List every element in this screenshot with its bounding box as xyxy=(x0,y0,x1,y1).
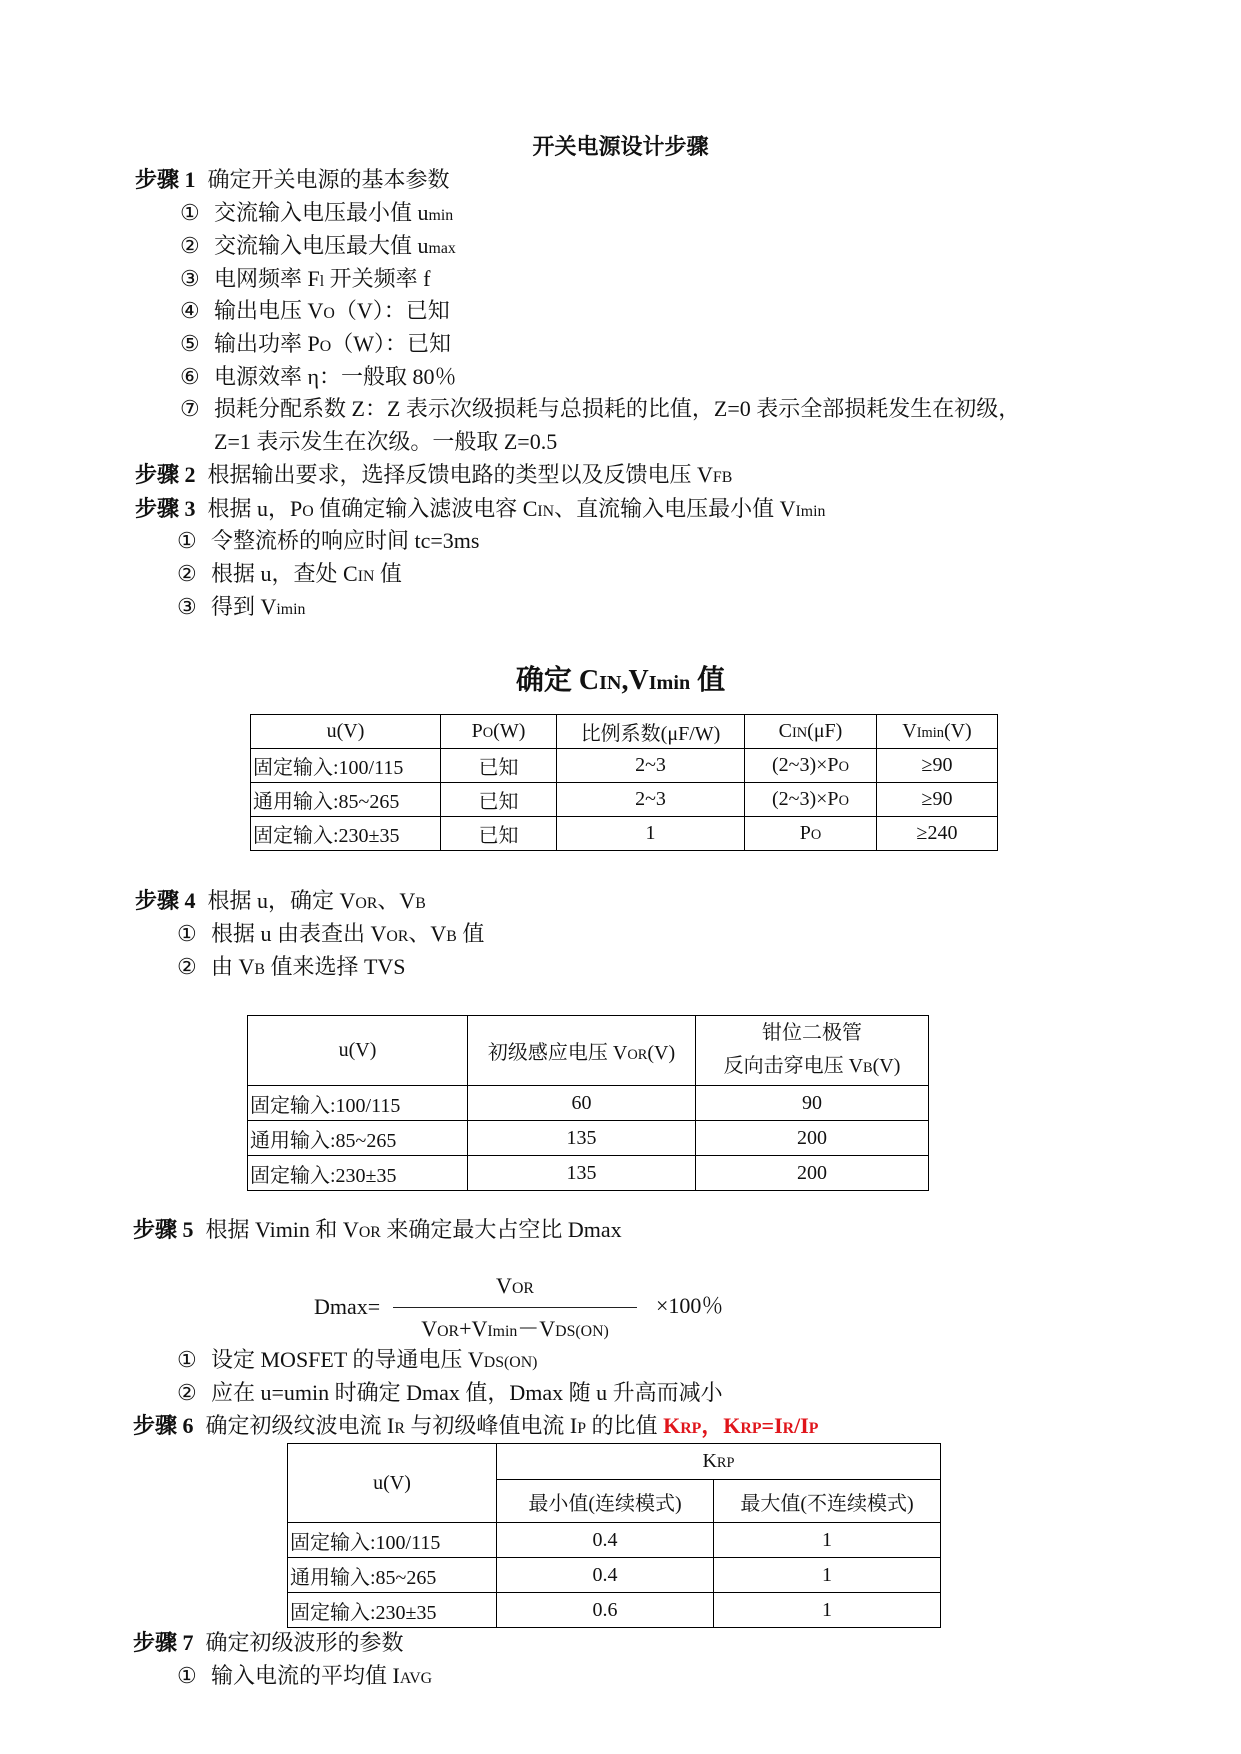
text-segment: 通用输入:85~265 xyxy=(250,1129,397,1152)
table-row xyxy=(251,817,998,851)
item-text xyxy=(214,396,1020,421)
subscript: O xyxy=(838,759,849,775)
text-segment: 电网频率 F xyxy=(214,266,320,291)
step-text xyxy=(208,462,733,487)
fraction-bar xyxy=(393,1307,637,1308)
list-item xyxy=(180,197,453,229)
subscript: O xyxy=(319,338,332,355)
step-text xyxy=(208,888,426,913)
text-segment: 已知 xyxy=(478,757,519,779)
subscript: RP xyxy=(740,1420,762,1437)
table-row xyxy=(251,749,998,783)
step-text xyxy=(206,1217,622,1242)
table-cell xyxy=(714,1558,941,1593)
text-segment: 输出功率 P xyxy=(214,331,320,356)
list-item xyxy=(180,230,456,262)
text-segment: 固定输入:100/115 xyxy=(250,1094,401,1117)
subscript: IN xyxy=(537,503,555,520)
subscript: OR xyxy=(627,1047,648,1063)
subscript: Imin xyxy=(916,725,944,741)
subscript: OR xyxy=(355,895,378,912)
table-cell xyxy=(251,749,441,783)
text-segment: 0.4 xyxy=(592,1528,618,1551)
text-segment: 根据 u 由表查出 V xyxy=(211,921,387,946)
subscript: IN xyxy=(791,725,808,741)
table-cell xyxy=(468,1156,696,1191)
text-segment: 由 V xyxy=(211,954,255,979)
table-row xyxy=(248,1156,929,1191)
text-segment: (2~3)×P xyxy=(772,788,839,810)
text-segment: 值 xyxy=(690,665,726,696)
text-segment: V xyxy=(902,720,917,742)
text-segment: 值 xyxy=(456,921,485,946)
text-segment: 固定输入:230±35 xyxy=(250,1164,397,1187)
cin-vimin-table xyxy=(250,714,998,851)
list-item xyxy=(177,525,479,557)
text-segment: u(V) xyxy=(373,1471,411,1494)
list-item xyxy=(177,1377,723,1409)
item-text xyxy=(211,954,406,979)
text-segment: 根据 Vimin 和 V xyxy=(205,1217,359,1242)
circled-number: ① xyxy=(177,528,197,553)
text-segment: 开关频率 f xyxy=(324,266,431,291)
text-segment: 输入电流的平均值 I xyxy=(211,1663,400,1688)
item-text xyxy=(214,331,451,356)
text-segment: 90 xyxy=(802,1091,822,1114)
circled-number: ③ xyxy=(177,594,197,619)
circled-number: ① xyxy=(177,1663,197,1688)
column-header xyxy=(288,1444,497,1523)
text-segment: 通用输入:85~265 xyxy=(290,1566,437,1589)
item-text xyxy=(211,594,305,619)
subscript: RP xyxy=(680,1420,702,1437)
highlight-text: /I xyxy=(794,1413,809,1438)
subscript: R xyxy=(394,1420,405,1437)
table-row xyxy=(251,783,998,817)
subscript: O xyxy=(323,305,335,322)
text-segment: (V) xyxy=(647,1042,676,1064)
text-segment: 1 xyxy=(822,1598,832,1621)
item-text xyxy=(211,1663,432,1688)
table-cell xyxy=(745,783,877,817)
text-segment: u(V) xyxy=(326,720,365,742)
text-segment: 根据 u，确定 V xyxy=(207,888,356,913)
page-title: 开关电源设计步骤 xyxy=(532,134,709,159)
table-cell xyxy=(696,1156,929,1191)
column-header xyxy=(557,715,745,749)
table-cell xyxy=(877,749,998,783)
subscript: IN xyxy=(599,672,622,694)
formula-denominator xyxy=(393,1313,637,1345)
step-text xyxy=(208,167,450,192)
formula-numerator xyxy=(393,1270,637,1302)
item-text xyxy=(211,921,484,946)
table-header-row xyxy=(248,1016,929,1086)
subscript: RP xyxy=(716,1455,735,1471)
text-segment: 根据 u，P xyxy=(207,496,303,521)
table-cell xyxy=(251,817,441,851)
table-cell xyxy=(497,1523,714,1558)
vor-vb-table xyxy=(247,1015,929,1191)
table-cell xyxy=(248,1121,468,1156)
table-row xyxy=(288,1523,941,1558)
subscript: Imin xyxy=(795,503,826,520)
circled-number: ① xyxy=(177,921,197,946)
text-segment: 200 xyxy=(797,1126,827,1149)
text-segment: 135 xyxy=(566,1126,597,1149)
text-segment: 0.4 xyxy=(592,1563,618,1586)
text-segment: 值 xyxy=(374,561,402,586)
item-text xyxy=(214,298,450,323)
subscript: IN xyxy=(357,568,375,585)
table-cell xyxy=(696,1121,929,1156)
text-segment: 、V xyxy=(377,888,416,913)
text-segment: 与初级峰值电流 I xyxy=(404,1413,578,1438)
circled-number: ⑦ xyxy=(180,396,200,421)
column-header xyxy=(441,715,557,749)
text-segment: 60 xyxy=(571,1091,592,1114)
step-text xyxy=(208,496,826,521)
list-item xyxy=(180,263,430,295)
column-header xyxy=(745,715,877,749)
table-cell xyxy=(557,783,745,817)
text-segment: +V xyxy=(459,1316,488,1341)
step-label: 步骤 2 xyxy=(135,462,196,487)
list-item xyxy=(177,1344,537,1376)
table-cell xyxy=(288,1558,497,1593)
text-segment: ≥90 xyxy=(921,754,953,776)
text-segment: K xyxy=(702,1450,717,1472)
list-item xyxy=(180,295,450,327)
step-text xyxy=(206,1630,404,1655)
table-cell xyxy=(696,1086,929,1121)
column-header xyxy=(877,715,998,749)
text-segment: u(V) xyxy=(338,1039,377,1061)
text-segment: 根据 u，查处 C xyxy=(211,561,358,586)
text-segment: 135 xyxy=(566,1161,597,1184)
item-text xyxy=(211,528,479,553)
text-segment: 钳位二极管 xyxy=(762,1021,862,1044)
table-cell xyxy=(877,817,998,851)
table-row xyxy=(288,1558,941,1593)
step-5 xyxy=(133,1214,622,1246)
step-7 xyxy=(133,1627,404,1659)
text-segment: 最小值(连续模式) xyxy=(528,1492,682,1515)
header-line xyxy=(696,1017,928,1050)
text-segment: V xyxy=(421,1316,438,1341)
table-cell xyxy=(248,1086,468,1121)
table-cell xyxy=(288,1523,497,1558)
circled-number: ② xyxy=(177,954,197,979)
table-cell xyxy=(251,783,441,817)
text-segment: 1 xyxy=(645,822,656,844)
list-item xyxy=(180,393,1020,425)
text-segment: 比例系数(μF/W) xyxy=(580,723,721,745)
text-segment: ×100％ xyxy=(656,1293,724,1318)
text-segment: (2~3)×P xyxy=(772,754,839,776)
table-cell xyxy=(248,1156,468,1191)
text-segment: 2~3 xyxy=(635,754,666,776)
text-segment: (W) xyxy=(493,720,526,742)
subscript: OR xyxy=(386,928,409,945)
subscript: Imin xyxy=(648,672,691,694)
text-segment: 值来选择 TVS xyxy=(264,954,406,979)
step-2 xyxy=(135,459,732,491)
circled-number: ② xyxy=(177,1380,197,1405)
text-segment: 2~3 xyxy=(635,788,666,810)
table-cell xyxy=(714,1593,941,1628)
subscript: O xyxy=(810,827,822,843)
text-segment: 应在 u=umin 时确定 Dmax 值，Dmax 随 u 升高而减小 xyxy=(211,1380,723,1405)
subscript: B xyxy=(415,895,426,912)
text-segment: P xyxy=(471,720,483,742)
subscript: imin xyxy=(276,601,306,618)
text-segment: 、直流输入电压最小值 V xyxy=(554,496,796,521)
item-text xyxy=(211,561,402,586)
table-cell xyxy=(468,1121,696,1156)
text-segment: 确定初级波形的参数 xyxy=(205,1630,404,1655)
table-cell xyxy=(441,749,557,783)
text-segment: 来确定最大占空比 Dmax xyxy=(380,1217,622,1242)
table-row xyxy=(248,1086,929,1121)
text-segment: 电源效率 η：一般取 80％ xyxy=(214,364,457,389)
text-segment: （V）：已知 xyxy=(334,298,450,323)
subscript: O xyxy=(838,793,849,809)
subscript: DS(ON) xyxy=(483,1354,538,1371)
subscript: P xyxy=(577,1420,587,1437)
text-segment: 确定开关电源的基本参数 xyxy=(207,167,450,192)
item-text xyxy=(214,364,457,389)
formula-lhs xyxy=(314,1291,380,1323)
subscript: B xyxy=(446,928,457,945)
table-cell xyxy=(441,817,557,851)
list-item xyxy=(177,558,402,590)
text-segment: 1 xyxy=(822,1528,832,1551)
step-text xyxy=(206,1413,819,1438)
subscript: OR xyxy=(511,1280,534,1297)
table-cell xyxy=(557,749,745,783)
highlight-text: K xyxy=(663,1413,681,1438)
step-label: 步骤 3 xyxy=(135,496,196,521)
table-cell xyxy=(288,1593,497,1628)
text-segment: V xyxy=(496,1273,512,1298)
circled-number: ④ xyxy=(180,298,200,323)
text-segment: ≥240 xyxy=(916,822,958,844)
text-segment: 通用输入:85~265 xyxy=(253,791,400,813)
column-header xyxy=(696,1016,929,1086)
step-label: 步骤 7 xyxy=(133,1630,194,1655)
text-segment: 得到 V xyxy=(211,594,277,619)
circled-number: ⑤ xyxy=(180,331,200,356)
subscript: Imin xyxy=(487,1323,518,1340)
table-cell xyxy=(714,1523,941,1558)
table-cell xyxy=(441,783,557,817)
item-text xyxy=(214,266,430,291)
step-label: 步骤 4 xyxy=(135,888,196,913)
list-item xyxy=(177,951,406,983)
step-3 xyxy=(135,493,825,525)
subscript: l xyxy=(319,273,325,290)
list-item xyxy=(177,918,484,950)
table-row xyxy=(248,1121,929,1156)
circled-number: ② xyxy=(180,233,200,258)
krp-table xyxy=(287,1443,941,1628)
text-segment: 固定输入:100/115 xyxy=(290,1531,441,1554)
text-segment: 反向击穿电压 V xyxy=(723,1054,864,1077)
text-segment: 确定初级纹波电流 I xyxy=(205,1413,395,1438)
table-cell xyxy=(745,817,877,851)
circled-number: ⑥ xyxy=(180,364,200,389)
subscript: AVG xyxy=(399,1670,433,1687)
text-segment: 设定 MOSFET 的导通电压 V xyxy=(211,1347,484,1372)
list-item xyxy=(180,361,457,393)
item-text xyxy=(211,1380,723,1405)
list-item xyxy=(180,328,451,360)
text-segment: P xyxy=(799,822,811,844)
subscript: B xyxy=(254,961,265,978)
table-row xyxy=(288,1593,941,1628)
subscript: OR xyxy=(437,1323,460,1340)
text-segment: ≥90 xyxy=(921,788,953,810)
text-segment: 交流输入电压最大值 u xyxy=(214,233,429,258)
subscript: O xyxy=(302,503,314,520)
item-text xyxy=(214,233,456,258)
text-segment: C xyxy=(778,720,792,742)
subscript: min xyxy=(428,207,454,224)
step-label: 步骤 6 xyxy=(133,1413,194,1438)
text-segment: 固定输入:230±35 xyxy=(253,825,400,847)
text-segment: 已知 xyxy=(478,825,519,847)
text-segment: 初级感应电压 V xyxy=(487,1042,628,1064)
circled-number: ② xyxy=(177,561,197,586)
table-cell xyxy=(497,1593,714,1628)
text-segment: 损耗分配系数 Z：Z 表示次级损耗与总损耗的比值，Z=0 表示全部损耗发生在初级， xyxy=(214,396,1021,421)
text-segment: （W）：已知 xyxy=(331,331,451,356)
subscript: FB xyxy=(712,469,733,486)
subscript: P xyxy=(808,1420,819,1437)
table-header-row xyxy=(251,715,998,749)
subscript: DS(ON) xyxy=(555,1323,609,1340)
text-segment: 交流输入电压最小值 u xyxy=(214,200,429,225)
table-cell xyxy=(745,749,877,783)
item-text xyxy=(214,200,453,225)
column-header xyxy=(251,715,441,749)
circled-number: ① xyxy=(177,1347,197,1372)
list-item xyxy=(177,591,305,623)
column-header xyxy=(714,1480,941,1523)
text-segment: 200 xyxy=(797,1161,827,1184)
step-4 xyxy=(135,885,426,917)
column-header xyxy=(468,1016,696,1086)
text-segment: (V) xyxy=(943,720,972,742)
text-segment: (μF) xyxy=(807,720,843,742)
highlight-text: ，K xyxy=(701,1413,741,1438)
column-header xyxy=(497,1480,714,1523)
subscript: R xyxy=(782,1420,795,1437)
subscript: max xyxy=(428,240,456,257)
subscript: OR xyxy=(358,1224,381,1241)
step-6 xyxy=(133,1410,818,1442)
text-segment: 0.6 xyxy=(592,1598,618,1621)
header-line xyxy=(696,1050,928,1085)
table-cell xyxy=(557,817,745,851)
item-text xyxy=(211,1347,537,1372)
table-cell xyxy=(497,1558,714,1593)
step-label: 步骤 1 xyxy=(135,167,196,192)
table-cell xyxy=(877,783,998,817)
step-1 xyxy=(135,164,450,196)
formula-multiplier xyxy=(656,1290,723,1322)
subscript: B xyxy=(863,1059,873,1076)
text-segment: 根据输出要求，选择反馈电路的类型以及反馈电压 V xyxy=(207,462,713,487)
circled-number: ① xyxy=(180,200,200,225)
text-segment: Z=1 表示发生在次级。一般取 Z=0.5 xyxy=(214,429,558,454)
list-item xyxy=(177,1660,432,1692)
text-segment: 的比值 xyxy=(586,1413,664,1438)
text-segment: 1 xyxy=(822,1563,832,1586)
column-header xyxy=(497,1444,941,1480)
text-segment: 令整流桥的响应时间 tc=3ms xyxy=(211,528,480,553)
text-segment: Dmax= xyxy=(314,1294,381,1319)
text-segment: 确定 C xyxy=(515,665,600,696)
table-header-row xyxy=(288,1444,941,1480)
text-segment: ,V xyxy=(621,665,649,696)
text-segment: 、V xyxy=(408,921,447,946)
text-segment: 固定输入:230±35 xyxy=(290,1601,437,1624)
text-segment: 输出电压 V xyxy=(214,298,324,323)
subscript: O xyxy=(482,725,494,741)
text-segment: －V xyxy=(517,1316,556,1341)
highlight-text: =I xyxy=(761,1413,783,1438)
text-segment: 固定输入:100/115 xyxy=(253,757,404,779)
text-segment: 值确定输入滤波电容 C xyxy=(313,496,538,521)
circled-number: ③ xyxy=(180,266,200,291)
step-label: 步骤 5 xyxy=(133,1217,194,1242)
text-segment: 最大值(不连续模式) xyxy=(740,1492,914,1515)
text-segment: 已知 xyxy=(478,791,519,813)
column-header xyxy=(248,1016,468,1086)
list-item-continuation xyxy=(214,426,557,458)
table-title xyxy=(0,662,1241,700)
text-segment: (V) xyxy=(872,1054,901,1077)
table-cell xyxy=(468,1086,696,1121)
